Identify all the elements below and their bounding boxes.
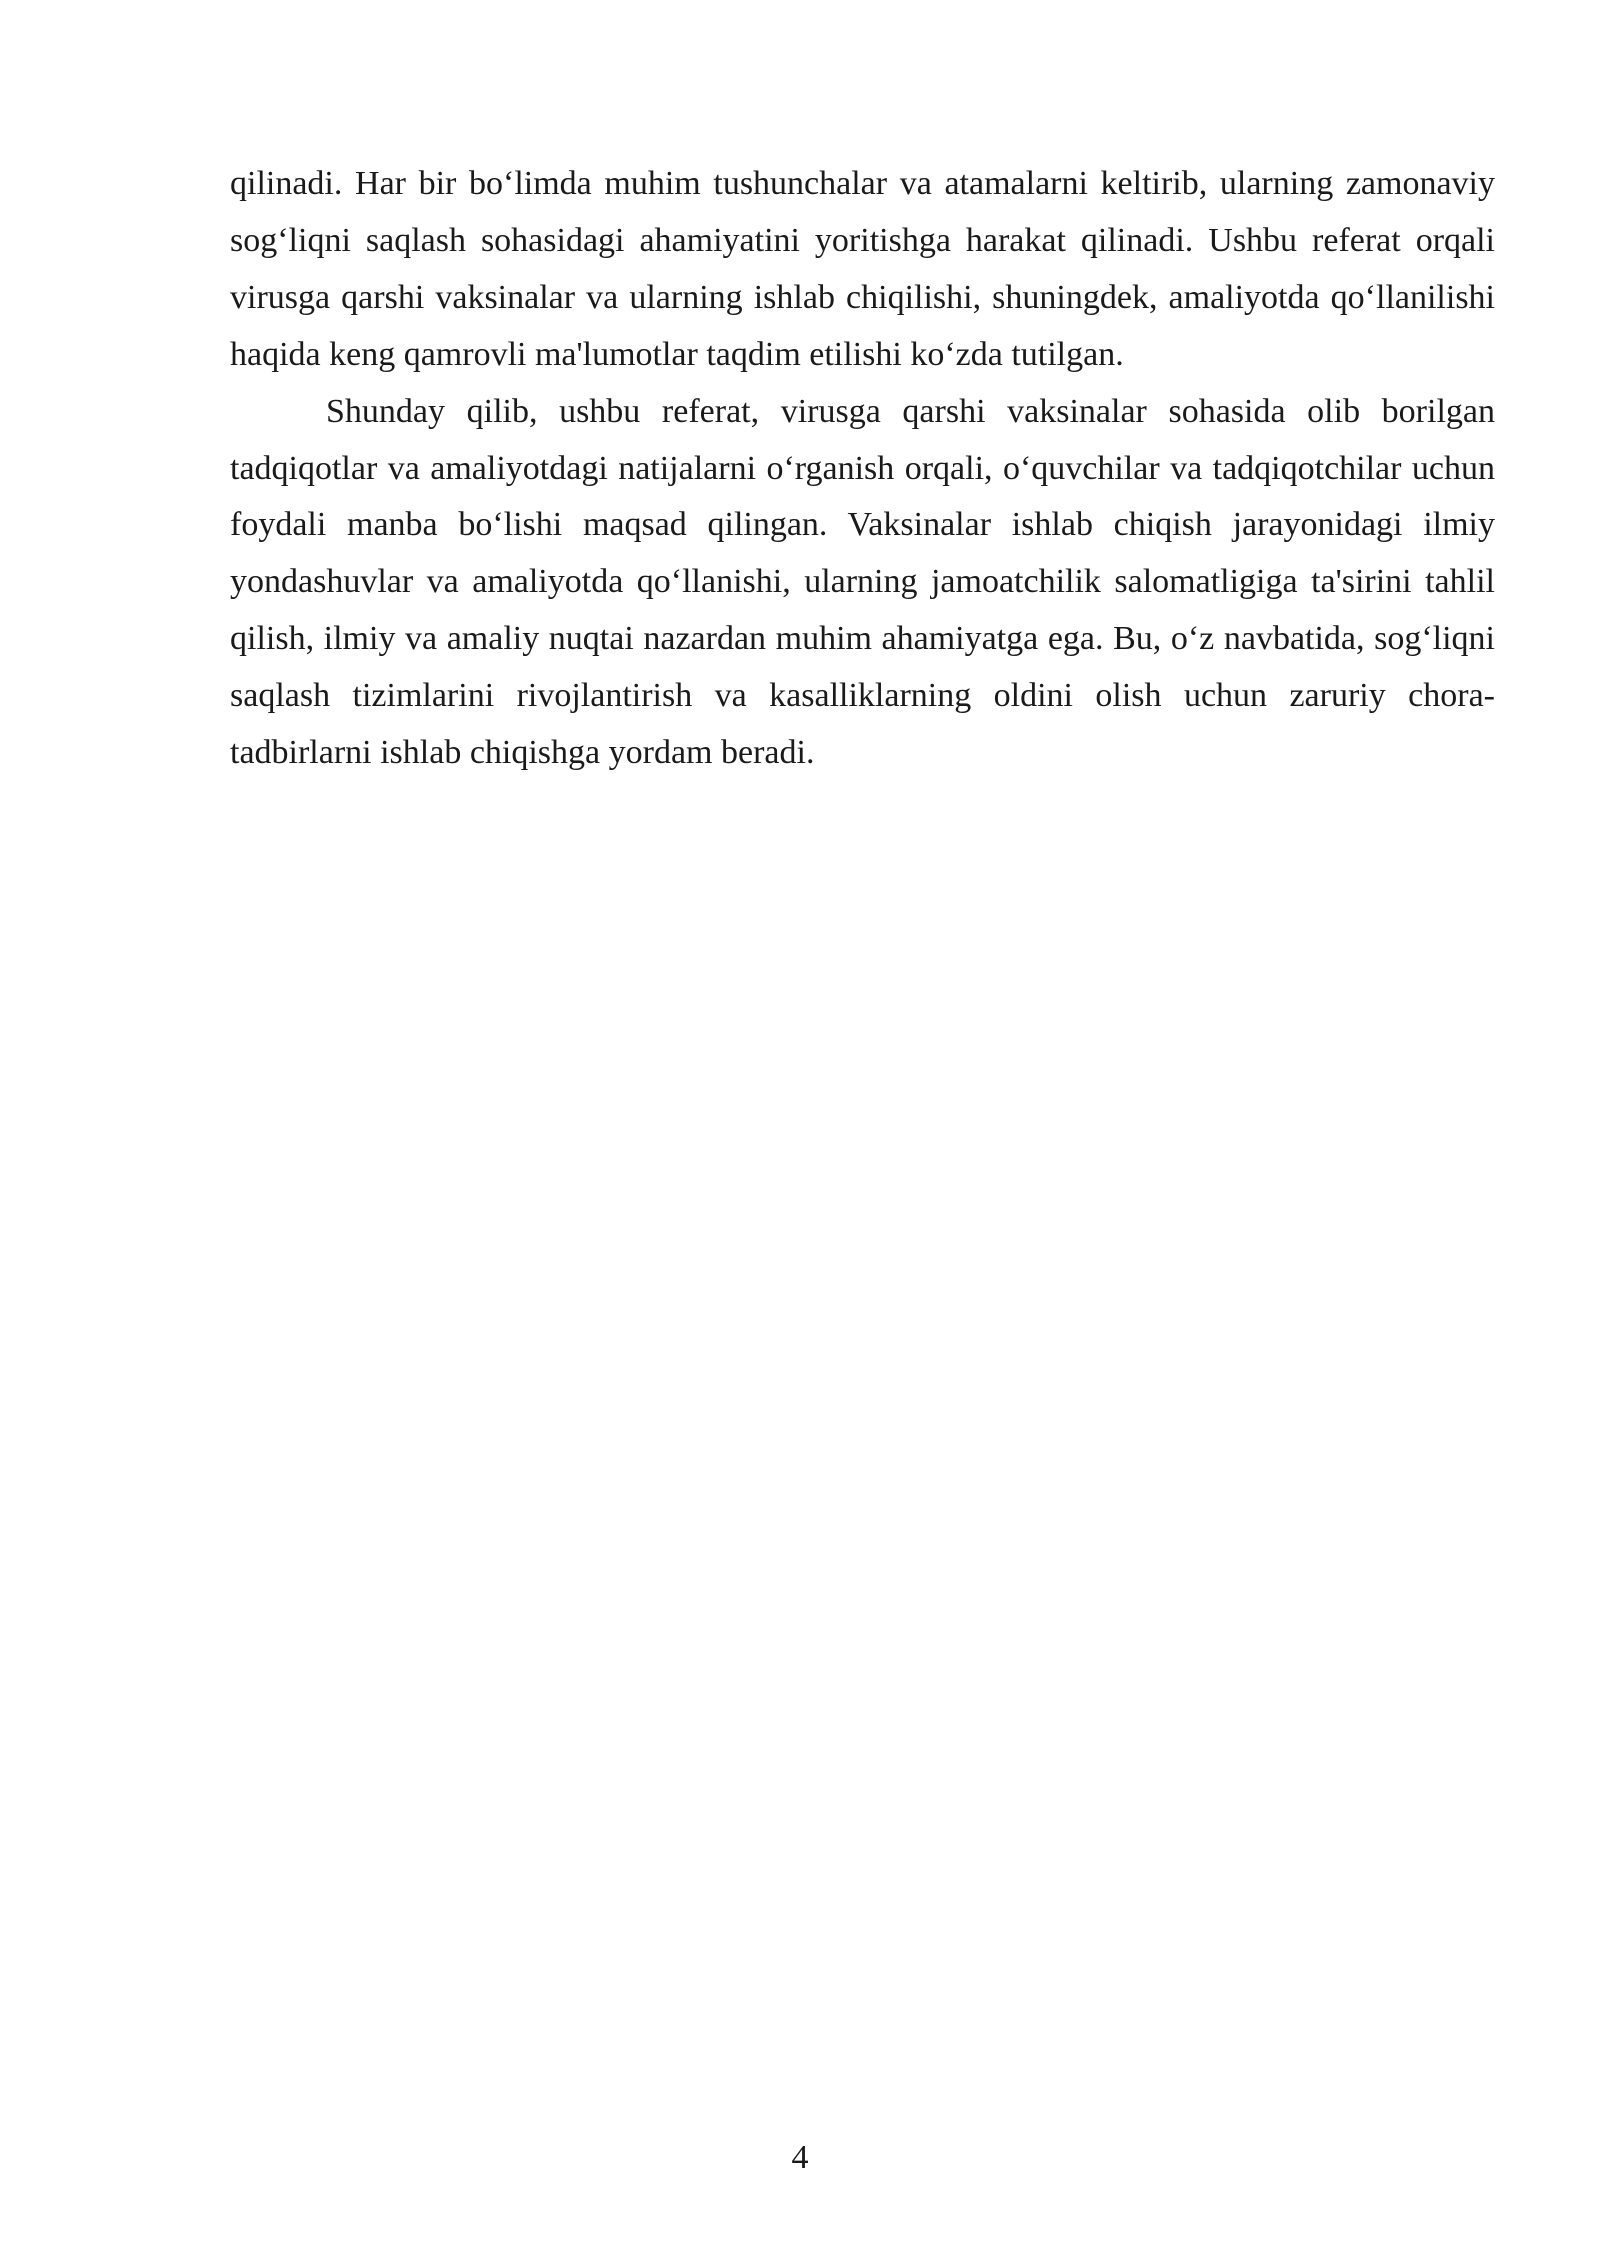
page-number: 4 [791,2139,809,2176]
body-text [230,156,1495,782]
paragraph-conclusion: Shunday qilib, ushbu referat, virusga qarshi vaksinalar sohasida olib borilgan tadqiqotlar va amaliyotdagi natijalarni o‘rganish orqali, o‘quvchilar va tadqiqotchilar uchun foydali manba bo‘lishi maqsad qilingan. Vaksinalar ishlab chiqish jarayonidagi ilmiy yondashuvlar va amaliyotda qo‘llanishi, ularning jamoatchilik salomatligiga ta'sirini tahlil qilish, ilmiy va amaliy nuqtai nazardan muhim ahamiyatga ega. Bu, o‘z navbatida, sog‘liqni saqlash tizimlarini rivojlantirish va kasalliklarning oldini olish uchun zaruriy chora-tadbirlarni ishlab chiqishga yordam beradi. [230,392,1495,772]
paragraph-continuation: qilinadi. Har bir bo‘limda muhim tushunchalar va atamalarni keltirib, ularning zamonaviy sog‘liqni saqlash sohasidagi ahamiyatini yoritishga harakat qilinadi. Ushbu referat orqali virusga qarshi vaksinalar va ularning ishlab chiqilishi, shuningdek, amaliyotda qo‘llanilishi haqida keng qamrovli ma'lumotlar taqdim etilishi ko‘zda tutilgan. [230,165,1495,373]
